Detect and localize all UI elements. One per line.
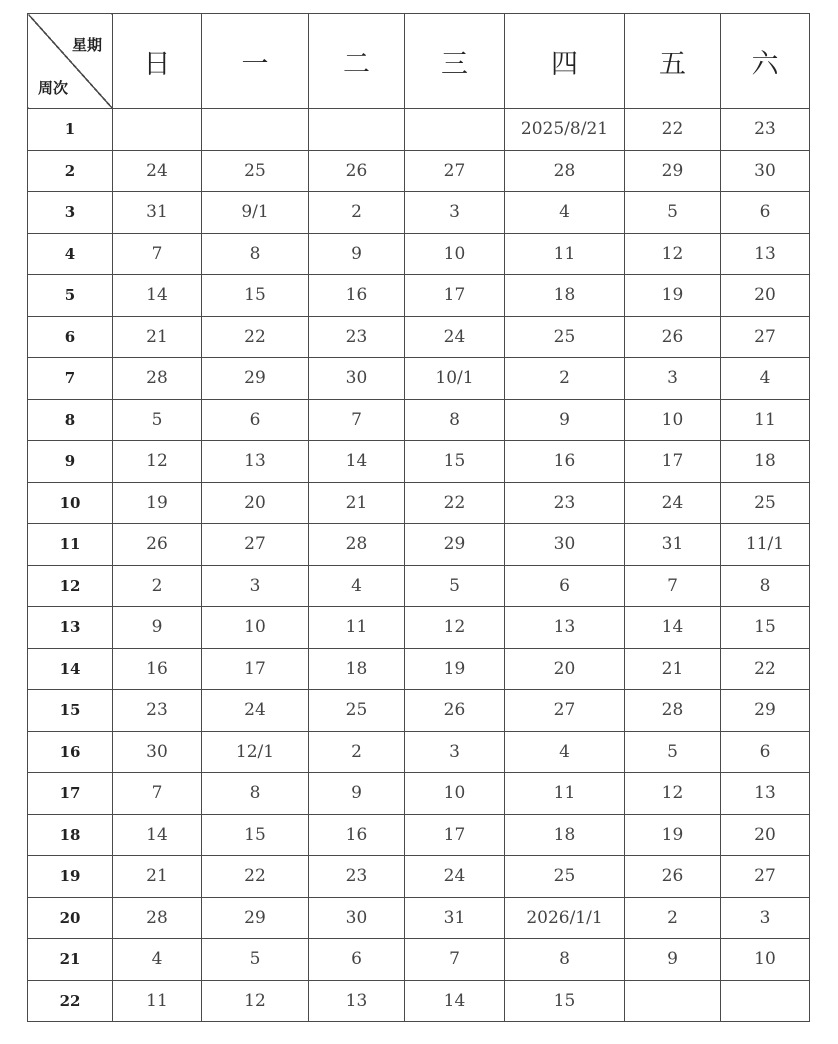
date-cell-saturday: 13 bbox=[721, 233, 810, 275]
week-number-cell: 1 bbox=[28, 109, 113, 151]
date-cell-thursday: 11 bbox=[505, 233, 625, 275]
day-header-monday: 一 bbox=[202, 14, 309, 109]
date-cell-thursday: 18 bbox=[505, 275, 625, 317]
table-row bbox=[28, 275, 810, 317]
date-cell-friday: 14 bbox=[625, 607, 721, 649]
semester-calendar-table bbox=[27, 13, 810, 1022]
date-cell-wednesday: 3 bbox=[405, 731, 505, 773]
date-cell-wednesday: 7 bbox=[405, 939, 505, 981]
date-cell-sunday: 4 bbox=[113, 939, 202, 981]
date-cell-tuesday: 23 bbox=[309, 856, 405, 898]
date-cell-tuesday: 13 bbox=[309, 980, 405, 1022]
day-header-wednesday: 三 bbox=[405, 14, 505, 109]
date-cell-wednesday: 3 bbox=[405, 192, 505, 234]
table-row bbox=[28, 316, 810, 358]
week-number-cell: 21 bbox=[28, 939, 113, 981]
date-cell-monday bbox=[202, 109, 309, 151]
date-cell-saturday: 11 bbox=[721, 399, 810, 441]
date-cell-monday: 10 bbox=[202, 607, 309, 649]
date-cell-monday: 24 bbox=[202, 690, 309, 732]
date-cell-sunday: 30 bbox=[113, 731, 202, 773]
date-cell-tuesday: 23 bbox=[309, 316, 405, 358]
date-cell-friday: 31 bbox=[625, 524, 721, 566]
date-cell-monday: 29 bbox=[202, 897, 309, 939]
date-cell-friday: 19 bbox=[625, 814, 721, 856]
date-cell-thursday: 8 bbox=[505, 939, 625, 981]
date-cell-wednesday: 8 bbox=[405, 399, 505, 441]
date-cell-friday: 26 bbox=[625, 856, 721, 898]
day-header-saturday: 六 bbox=[721, 14, 810, 109]
calendar-body bbox=[28, 109, 810, 1022]
date-cell-saturday: 23 bbox=[721, 109, 810, 151]
date-cell-friday: 19 bbox=[625, 275, 721, 317]
week-number-cell: 2 bbox=[28, 150, 113, 192]
date-cell-friday: 26 bbox=[625, 316, 721, 358]
date-cell-tuesday: 16 bbox=[309, 275, 405, 317]
date-cell-thursday: 4 bbox=[505, 192, 625, 234]
date-cell-sunday: 23 bbox=[113, 690, 202, 732]
date-cell-wednesday: 26 bbox=[405, 690, 505, 732]
date-cell-monday: 22 bbox=[202, 856, 309, 898]
week-number-cell: 7 bbox=[28, 358, 113, 400]
date-cell-wednesday: 22 bbox=[405, 482, 505, 524]
date-cell-monday: 12 bbox=[202, 980, 309, 1022]
date-cell-tuesday: 9 bbox=[309, 773, 405, 815]
date-cell-monday: 8 bbox=[202, 233, 309, 275]
date-cell-saturday: 27 bbox=[721, 316, 810, 358]
date-cell-thursday: 23 bbox=[505, 482, 625, 524]
calendar-sheet bbox=[27, 13, 809, 1023]
date-cell-friday: 28 bbox=[625, 690, 721, 732]
date-cell-thursday: 15 bbox=[505, 980, 625, 1022]
date-cell-wednesday: 5 bbox=[405, 565, 505, 607]
date-cell-thursday: 9 bbox=[505, 399, 625, 441]
table-row bbox=[28, 690, 810, 732]
date-cell-wednesday: 10 bbox=[405, 773, 505, 815]
date-cell-tuesday bbox=[309, 109, 405, 151]
date-cell-monday: 9/1 bbox=[202, 192, 309, 234]
week-number-cell: 4 bbox=[28, 233, 113, 275]
date-cell-saturday: 30 bbox=[721, 150, 810, 192]
day-header-thursday: 四 bbox=[505, 14, 625, 109]
day-header-friday: 五 bbox=[625, 14, 721, 109]
table-row bbox=[28, 358, 810, 400]
table-row bbox=[28, 648, 810, 690]
date-cell-thursday: 18 bbox=[505, 814, 625, 856]
date-cell-wednesday: 12 bbox=[405, 607, 505, 649]
date-cell-tuesday: 28 bbox=[309, 524, 405, 566]
date-cell-monday: 15 bbox=[202, 275, 309, 317]
date-cell-saturday: 8 bbox=[721, 565, 810, 607]
week-number-cell: 9 bbox=[28, 441, 113, 483]
date-cell-friday: 5 bbox=[625, 192, 721, 234]
table-row bbox=[28, 441, 810, 483]
table-row bbox=[28, 980, 810, 1022]
week-number-cell: 11 bbox=[28, 524, 113, 566]
week-number-cell: 20 bbox=[28, 897, 113, 939]
date-cell-sunday: 9 bbox=[113, 607, 202, 649]
date-cell-sunday: 24 bbox=[113, 150, 202, 192]
week-corner-label: 周次 bbox=[38, 79, 69, 97]
date-cell-monday: 20 bbox=[202, 482, 309, 524]
date-cell-saturday bbox=[721, 980, 810, 1022]
date-cell-saturday: 6 bbox=[721, 731, 810, 773]
date-cell-tuesday: 6 bbox=[309, 939, 405, 981]
table-row bbox=[28, 233, 810, 275]
date-cell-friday bbox=[625, 980, 721, 1022]
date-cell-wednesday: 17 bbox=[405, 814, 505, 856]
table-row bbox=[28, 607, 810, 649]
date-cell-wednesday bbox=[405, 109, 505, 151]
table-row bbox=[28, 565, 810, 607]
date-cell-monday: 5 bbox=[202, 939, 309, 981]
date-cell-sunday: 21 bbox=[113, 316, 202, 358]
date-cell-tuesday: 25 bbox=[309, 690, 405, 732]
date-cell-monday: 17 bbox=[202, 648, 309, 690]
date-cell-thursday: 16 bbox=[505, 441, 625, 483]
date-cell-monday: 22 bbox=[202, 316, 309, 358]
date-cell-wednesday: 19 bbox=[405, 648, 505, 690]
date-cell-wednesday: 24 bbox=[405, 856, 505, 898]
date-cell-thursday: 13 bbox=[505, 607, 625, 649]
week-number-cell: 12 bbox=[28, 565, 113, 607]
date-cell-monday: 6 bbox=[202, 399, 309, 441]
date-cell-friday: 12 bbox=[625, 233, 721, 275]
date-cell-wednesday: 14 bbox=[405, 980, 505, 1022]
date-cell-tuesday: 30 bbox=[309, 897, 405, 939]
table-row bbox=[28, 897, 810, 939]
date-cell-monday: 29 bbox=[202, 358, 309, 400]
week-number-cell: 17 bbox=[28, 773, 113, 815]
week-number-cell: 16 bbox=[28, 731, 113, 773]
date-cell-wednesday: 31 bbox=[405, 897, 505, 939]
date-cell-sunday: 7 bbox=[113, 773, 202, 815]
week-number-cell: 5 bbox=[28, 275, 113, 317]
table-row bbox=[28, 856, 810, 898]
date-cell-tuesday: 9 bbox=[309, 233, 405, 275]
weekday-corner-label: 星期 bbox=[71, 36, 102, 54]
date-cell-friday: 5 bbox=[625, 731, 721, 773]
table-row bbox=[28, 731, 810, 773]
date-cell-tuesday: 7 bbox=[309, 399, 405, 441]
date-cell-sunday: 12 bbox=[113, 441, 202, 483]
date-cell-tuesday: 11 bbox=[309, 607, 405, 649]
table-row bbox=[28, 524, 810, 566]
table-row bbox=[28, 192, 810, 234]
date-cell-friday: 29 bbox=[625, 150, 721, 192]
date-cell-thursday: 25 bbox=[505, 316, 625, 358]
date-cell-saturday: 10 bbox=[721, 939, 810, 981]
date-cell-saturday: 11/1 bbox=[721, 524, 810, 566]
date-cell-tuesday: 2 bbox=[309, 731, 405, 773]
corner-header-cell bbox=[28, 14, 113, 109]
date-cell-saturday: 15 bbox=[721, 607, 810, 649]
table-row bbox=[28, 939, 810, 981]
date-cell-sunday: 19 bbox=[113, 482, 202, 524]
date-cell-saturday: 29 bbox=[721, 690, 810, 732]
date-cell-friday: 21 bbox=[625, 648, 721, 690]
date-cell-friday: 10 bbox=[625, 399, 721, 441]
date-cell-thursday: 2025/8/21 bbox=[505, 109, 625, 151]
date-cell-sunday: 14 bbox=[113, 814, 202, 856]
date-cell-friday: 9 bbox=[625, 939, 721, 981]
date-cell-monday: 27 bbox=[202, 524, 309, 566]
date-cell-thursday: 30 bbox=[505, 524, 625, 566]
date-cell-saturday: 20 bbox=[721, 814, 810, 856]
day-header-sunday: 日 bbox=[113, 14, 202, 109]
date-cell-sunday: 2 bbox=[113, 565, 202, 607]
week-number-cell: 19 bbox=[28, 856, 113, 898]
date-cell-tuesday: 21 bbox=[309, 482, 405, 524]
date-cell-friday: 17 bbox=[625, 441, 721, 483]
date-cell-saturday: 27 bbox=[721, 856, 810, 898]
date-cell-sunday: 26 bbox=[113, 524, 202, 566]
date-cell-thursday: 25 bbox=[505, 856, 625, 898]
date-cell-tuesday: 30 bbox=[309, 358, 405, 400]
date-cell-thursday: 27 bbox=[505, 690, 625, 732]
date-cell-monday: 13 bbox=[202, 441, 309, 483]
date-cell-saturday: 20 bbox=[721, 275, 810, 317]
date-cell-wednesday: 29 bbox=[405, 524, 505, 566]
date-cell-wednesday: 27 bbox=[405, 150, 505, 192]
date-cell-sunday: 11 bbox=[113, 980, 202, 1022]
date-cell-saturday: 4 bbox=[721, 358, 810, 400]
date-cell-sunday: 7 bbox=[113, 233, 202, 275]
week-number-cell: 15 bbox=[28, 690, 113, 732]
date-cell-sunday: 31 bbox=[113, 192, 202, 234]
date-cell-wednesday: 10 bbox=[405, 233, 505, 275]
date-cell-thursday: 6 bbox=[505, 565, 625, 607]
week-number-cell: 13 bbox=[28, 607, 113, 649]
date-cell-sunday: 28 bbox=[113, 897, 202, 939]
date-cell-tuesday: 2 bbox=[309, 192, 405, 234]
week-number-cell: 22 bbox=[28, 980, 113, 1022]
date-cell-friday: 7 bbox=[625, 565, 721, 607]
date-cell-wednesday: 24 bbox=[405, 316, 505, 358]
date-cell-saturday: 25 bbox=[721, 482, 810, 524]
date-cell-thursday: 2 bbox=[505, 358, 625, 400]
date-cell-sunday: 28 bbox=[113, 358, 202, 400]
header-row bbox=[28, 14, 810, 109]
week-number-cell: 3 bbox=[28, 192, 113, 234]
date-cell-thursday: 4 bbox=[505, 731, 625, 773]
date-cell-monday: 12/1 bbox=[202, 731, 309, 773]
date-cell-thursday: 11 bbox=[505, 773, 625, 815]
date-cell-tuesday: 16 bbox=[309, 814, 405, 856]
date-cell-saturday: 13 bbox=[721, 773, 810, 815]
week-number-cell: 6 bbox=[28, 316, 113, 358]
date-cell-wednesday: 15 bbox=[405, 441, 505, 483]
date-cell-monday: 25 bbox=[202, 150, 309, 192]
date-cell-tuesday: 14 bbox=[309, 441, 405, 483]
date-cell-thursday: 20 bbox=[505, 648, 625, 690]
date-cell-tuesday: 26 bbox=[309, 150, 405, 192]
table-row bbox=[28, 482, 810, 524]
week-number-cell: 8 bbox=[28, 399, 113, 441]
date-cell-friday: 12 bbox=[625, 773, 721, 815]
date-cell-friday: 3 bbox=[625, 358, 721, 400]
date-cell-thursday: 2026/1/1 bbox=[505, 897, 625, 939]
week-number-cell: 10 bbox=[28, 482, 113, 524]
date-cell-saturday: 22 bbox=[721, 648, 810, 690]
date-cell-wednesday: 17 bbox=[405, 275, 505, 317]
date-cell-wednesday: 10/1 bbox=[405, 358, 505, 400]
table-row bbox=[28, 773, 810, 815]
date-cell-friday: 2 bbox=[625, 897, 721, 939]
week-number-cell: 18 bbox=[28, 814, 113, 856]
table-row bbox=[28, 150, 810, 192]
date-cell-saturday: 18 bbox=[721, 441, 810, 483]
day-header-tuesday: 二 bbox=[309, 14, 405, 109]
table-row bbox=[28, 109, 810, 151]
date-cell-sunday: 5 bbox=[113, 399, 202, 441]
date-cell-tuesday: 4 bbox=[309, 565, 405, 607]
date-cell-thursday: 28 bbox=[505, 150, 625, 192]
date-cell-sunday: 16 bbox=[113, 648, 202, 690]
date-cell-saturday: 6 bbox=[721, 192, 810, 234]
date-cell-monday: 15 bbox=[202, 814, 309, 856]
table-row bbox=[28, 814, 810, 856]
date-cell-friday: 22 bbox=[625, 109, 721, 151]
date-cell-saturday: 3 bbox=[721, 897, 810, 939]
date-cell-sunday bbox=[113, 109, 202, 151]
date-cell-sunday: 14 bbox=[113, 275, 202, 317]
date-cell-sunday: 21 bbox=[113, 856, 202, 898]
date-cell-friday: 24 bbox=[625, 482, 721, 524]
date-cell-monday: 3 bbox=[202, 565, 309, 607]
week-number-cell: 14 bbox=[28, 648, 113, 690]
date-cell-tuesday: 18 bbox=[309, 648, 405, 690]
table-row bbox=[28, 399, 810, 441]
date-cell-monday: 8 bbox=[202, 773, 309, 815]
